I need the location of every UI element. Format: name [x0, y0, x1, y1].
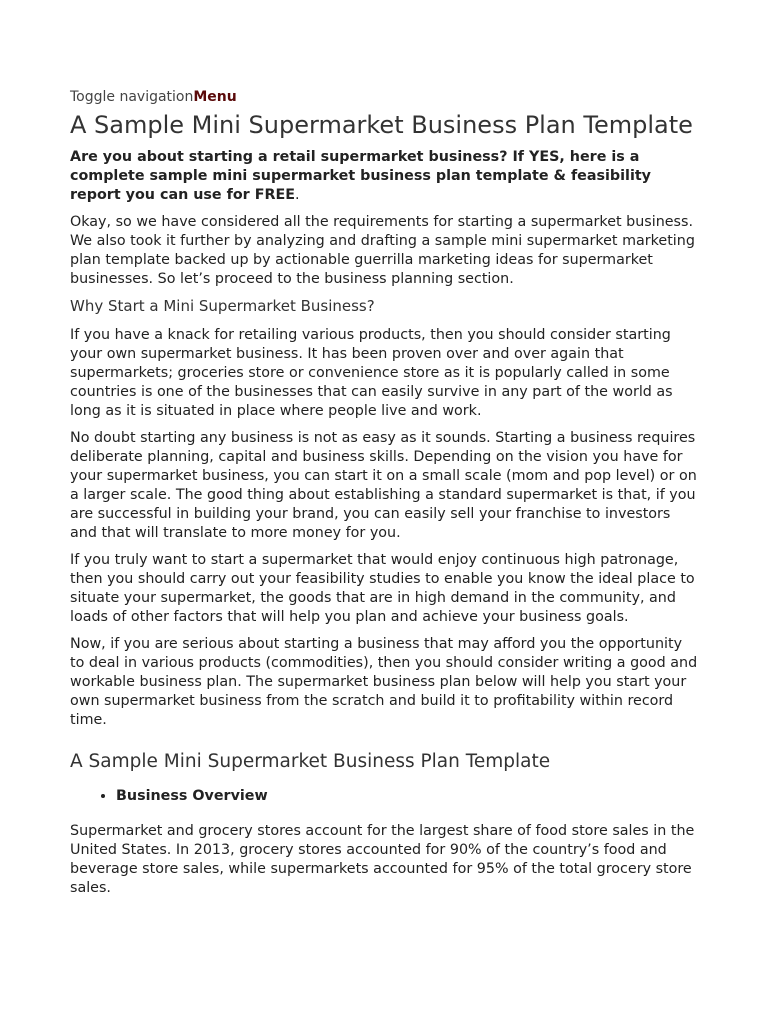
body-paragraph-3: If you truly want to start a supermarket that would enjoy continuous high patronage, then you should carry out your feasibility studies to enable you know the ideal place to situate your supermarket, the goods that are in high demand in the community, and loads of other factors that will help you plan and achieve your business goals. [70, 552, 695, 625]
section-list [70, 786, 700, 806]
why-start-heading: Why Start a Mini Supermarket Business? [70, 297, 375, 315]
list-item-business-overview: • Business Overview [116, 786, 700, 806]
lead-free: FREE [254, 187, 295, 203]
lead-text: Are you about starting a retail supermarket business? If YES, here is a complete sample mini supermarket business plan template & feasibility report you can use for [70, 149, 652, 203]
toggle-navigation-label[interactable]: Toggle navigation [70, 89, 194, 105]
body-paragraph-1: If you have a knack for retailing various products, then you should consider starting your own supermarket business. It has been proven over and over again that supermarkets; groceries store or convenience store as it is popularly called in some countries is one of the businesses that can easily survive in any part of the world as long as it is situated in place where people live and work. [70, 327, 673, 419]
section-title: A Sample Mini Supermarket Business Plan Template [70, 751, 551, 772]
page-title: A Sample Mini Supermarket Business Plan Template [70, 111, 693, 139]
intro-paragraph: Okay, so we have considered all the requirements for starting a supermarket business. We also took it further by analyzing and drafting a sample mini supermarket marketing plan template backed up by actionable guerrilla marketing ideas for supermarket businesses. So let’s proceed to the business planning section. [70, 214, 695, 287]
menu-link[interactable]: Menu [193, 89, 237, 105]
body-paragraph-2: No doubt starting any business is not as easy as it sounds. Starting a business requires deliberate planning, capital and business skills. Depending on the vision you have for your supermarket business, you can start it on a small scale (mom and pop level) or on a larger scale. The good thing about establishing a standard supermarket is that, if you are successful in building your brand, you can easily sell your franchise to investors and that will translate to more money for you. [70, 430, 697, 541]
navigation-bar [70, 88, 700, 106]
lead-tail: . [295, 187, 300, 203]
lead-paragraph [70, 148, 700, 205]
overview-paragraph: Supermarket and grocery stores account for the largest share of food store sales in the United States. In 2013, grocery stores accounted for 90% of the country’s food and beverage store sales, while supermarkets accounted for 95% of the total grocery store sales. [70, 823, 695, 896]
body-paragraph-4: Now, if you are serious about starting a business that may afford you the opportunity to deal in various products (commodities), then you should consider writing a good and workable business plan. The supermarket business plan below will help you start your own supermarket business from the scratch and build it to profitability within record time. [70, 636, 698, 728]
